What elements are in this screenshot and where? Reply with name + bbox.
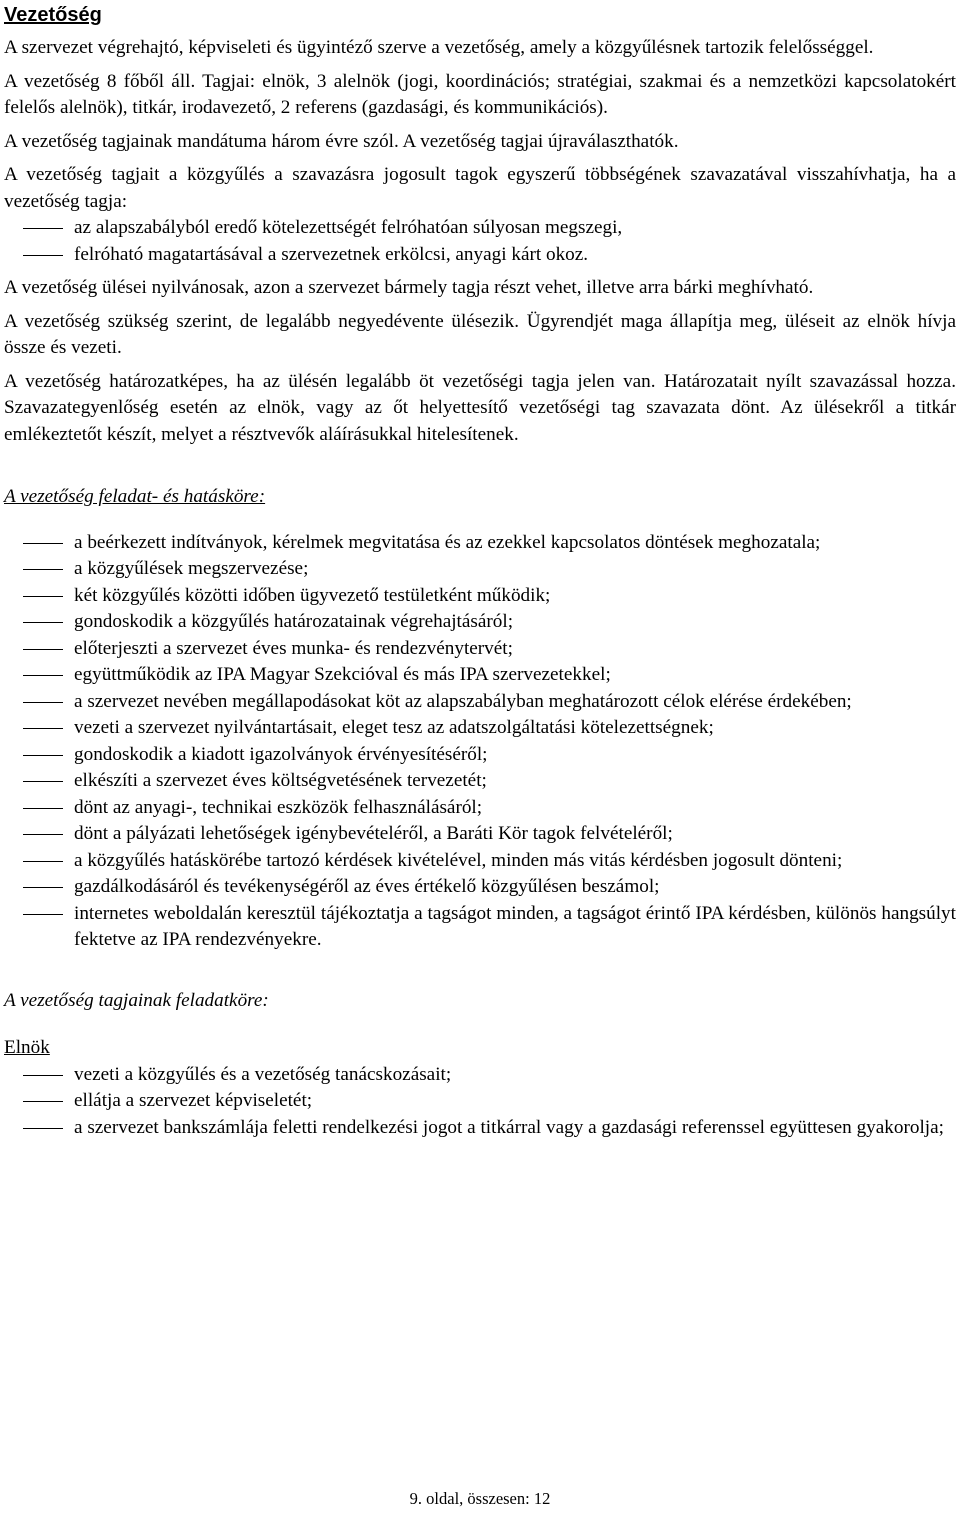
list-item: gazdálkodásáról és tevékenységéről az éves értékelő közgyűlésen beszámol; xyxy=(4,874,956,901)
duties-list xyxy=(4,530,956,954)
paragraph: A vezetőség 8 főből áll. Tagjai: elnök, 3 alelnök (jogi, koordinációs; stratégiai, szakmai és a nemzetközi kapcsolatokért felelős alelnök), titkár, irodavezető, 2 referens (gazdasági, és kommunikációs). xyxy=(4,70,956,118)
list-item: gondoskodik a kiadott igazolványok érvényesítéséről; xyxy=(4,742,956,769)
list-item: elkészíti a szervezet éves költségvetésének tervezetét; xyxy=(4,768,956,795)
list-item: gondoskodik a közgyűlés határozatainak végrehajtásáról; xyxy=(4,609,956,636)
list-item: ellátja a szervezet képviseletét; xyxy=(4,1088,956,1115)
list-item: dönt az anyagi-, technikai eszközök felhasználásáról; xyxy=(4,795,956,822)
president-title: Elnök xyxy=(4,1037,50,1058)
list-item: internetes weboldalán keresztül tájékoztatja a tagságot minden, a tagságot érintő IPA kérdésben, különös hangsúlyt fektetve az IPA rendezvényekre. xyxy=(4,901,956,954)
list-item: az alapszabályból eredő kötelezettségét felróhatóan súlyosan megszegi, xyxy=(4,215,956,242)
list-item: két közgyűlés közötti időben ügyvezető testületként működik; xyxy=(4,583,956,610)
list-item: előterjeszti a szervezet éves munka- és rendezvénytervét; xyxy=(4,636,956,663)
list-item: felróható magatartásával a szervezetnek erkölcsi, anyagi kárt okoz. xyxy=(4,242,956,269)
list-item: vezeti a közgyűlés és a vezetőség tanácskozásait; xyxy=(4,1062,956,1089)
paragraph: A vezetőség szükség szerint, de legalább negyedévente ülésezik. Ügyrendjét maga állapítja meg, üléseit az elnök hívja össze és vezeti. xyxy=(4,310,956,358)
list-item: a szervezet bankszámlája feletti rendelkezési jogot a titkárral vagy a gazdasági referenssel együttesen gyakorolja; xyxy=(4,1115,956,1142)
page-footer: 9. oldal, összesen: 12 xyxy=(409,1489,551,1508)
list-item: a közgyűlések megszervezése; xyxy=(4,556,956,583)
paragraph: A szervezet végrehajtó, képviseleti és ügyintéző szerve a vezetőség, amely a közgyűlésnek tartozik felelősséggel. xyxy=(4,37,874,58)
recall-conditions-list xyxy=(4,215,956,268)
duties-title: A vezetőség feladat- és hatásköre: xyxy=(4,486,266,507)
paragraph: A vezetőség tagjainak mandátuma három évre szól. A vezetőség tagjai újraválaszthatók. xyxy=(4,130,679,152)
list-item: dönt a pályázati lehetőségek igénybevételéről, a Baráti Kör tagok felvételéről; xyxy=(4,821,956,848)
document-page xyxy=(4,0,956,1141)
paragraph: A vezetőség határozatképes, ha az ülésén legalább öt vezetőségi tagja jelen van. Határozatait nyílt szavazással hozza. Szavazategyenlőség esetén az elnök, vagy az őt helyettesítő vezetőségi tag szavazata dönt. Az ülésekről a titkár emlékeztetőt készít, melyet a résztvevők aláírásukkal hitelesítenek. xyxy=(4,370,956,445)
paragraph: A vezetőség ülései nyilvánosak, azon a szervezet bármely tagja részt vehet, illetve arra bárki meghívható. xyxy=(4,277,814,298)
list-item: a szervezet nevében megállapodásokat köt az alapszabályban meghatározott célok elérése érdekében; xyxy=(4,689,956,716)
paragraph: A vezetőség tagjait a közgyűlés a szavazásra jogosult tagok egyszerű többségének szavazatával visszahívhatja, ha a vezetőség tagja: xyxy=(4,164,956,212)
list-item: együttműködik az IPA Magyar Szekcióval és más IPA szervezetekkel; xyxy=(4,662,956,689)
member-duties-title: A vezetőség tagjainak feladatköre: xyxy=(4,989,269,1011)
list-item: a közgyűlés hatáskörébe tartozó kérdések kivételével, minden más vitás kérdésben jogosult dönteni; xyxy=(4,848,956,875)
president-duties-list xyxy=(4,1062,956,1142)
list-item: a beérkezett indítványok, kérelmek megvitatása és az ezekkel kapcsolatos döntések meghozatala; xyxy=(4,530,956,557)
section-heading: Vezetőség xyxy=(4,4,102,26)
list-item: vezeti a szervezet nyilvántartásait, eleget tesz az adatszolgáltatási kötelezettségnek; xyxy=(4,715,956,742)
